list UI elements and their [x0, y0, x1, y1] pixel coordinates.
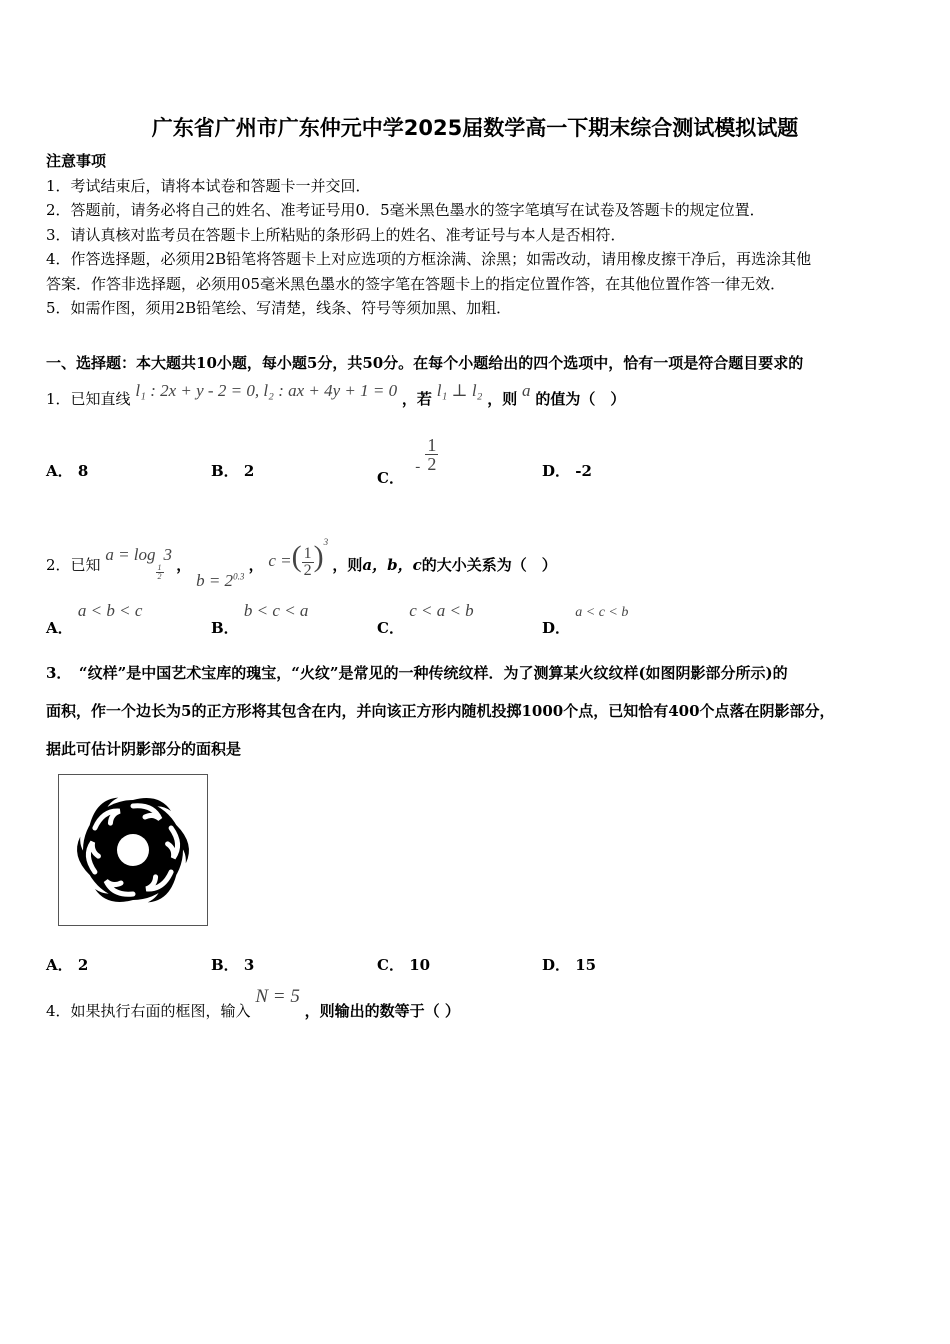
- section-heading: 一、选择题：本大题共10小题，每小题5分，共50分。在每个小题给出的四个选项中，恰有一项是符合题目要求的: [46, 354, 804, 372]
- option-value: 15: [575, 956, 597, 974]
- option-label: D．: [542, 956, 571, 974]
- option-value: 8: [77, 462, 89, 480]
- notice-section: [46, 149, 811, 321]
- notice-heading: 注意事项: [46, 152, 107, 170]
- option-value: 2: [243, 462, 255, 480]
- q1-mid: ，若: [401, 390, 432, 408]
- q1-var: a: [522, 381, 531, 400]
- q1-option-b[interactable]: [211, 460, 254, 481]
- c-frac: [302, 546, 314, 579]
- comma: ，: [176, 556, 192, 574]
- q3-option-c[interactable]: [377, 954, 430, 975]
- c-num: 1: [303, 544, 312, 562]
- denominator: 2: [427, 454, 437, 474]
- q3-line-2: 面积，作一个边长为5的正方形将其包含在内，并向该正方形内随机投掷1000个点，已知恰有400个点落在阴影部分，: [46, 702, 835, 720]
- fire-pattern-figure: [58, 774, 208, 926]
- option-label: B．: [211, 956, 239, 974]
- option-value: -: [415, 458, 421, 475]
- notice-item: 5．如需作图，须用2B铅笔绘、写清楚，线条、符号等须加黑、加粗．: [46, 299, 512, 317]
- option-value: a < b < c: [77, 601, 143, 620]
- q4-suffix: ，则输出的数等于（ ）: [304, 1002, 460, 1020]
- q2-option-c[interactable]: [377, 600, 474, 637]
- q2-a-expr: [105, 545, 176, 581]
- q4-expr: N = 5: [255, 986, 300, 1007]
- question-2: [46, 520, 557, 590]
- notice-item: 1．考试结束后，请将本试卷和答题卡一并交回．: [46, 176, 371, 195]
- q1-condition: l₁ ⊥ l₂: [436, 381, 483, 400]
- question-1: [46, 380, 626, 408]
- q2-mid: ，则: [332, 556, 363, 574]
- option-value: -2: [575, 462, 592, 480]
- q2-prefix: 2．已知: [46, 556, 101, 574]
- q2-option-b[interactable]: [211, 600, 309, 637]
- option-label: A．: [46, 462, 73, 480]
- paren-left: (: [291, 540, 302, 573]
- q2-option-d[interactable]: [542, 600, 629, 637]
- option-value: b < c < a: [243, 601, 309, 620]
- option-value: 10: [409, 956, 431, 974]
- a-log: a = log: [105, 545, 156, 564]
- q2-option-a[interactable]: [46, 600, 143, 637]
- notice-item: 答案．作答非选择题，必须用05毫米黑色墨水的签字笔在答题卡上的指定位置作答，在其他位置作答一律无效．: [46, 274, 786, 293]
- q1-option-c[interactable]: [377, 435, 438, 487]
- paren-right: ): [313, 540, 324, 573]
- q2-vars: a，b，c: [362, 556, 422, 574]
- c-exponent: 3: [323, 537, 329, 548]
- page-title: 广东省广州市广东仲元中学2025届数学高一下期末综合测试模拟试题: [151, 116, 799, 140]
- option-label: C．: [377, 468, 404, 487]
- q1-mid2: ，则: [487, 390, 518, 408]
- option-label: A．: [46, 956, 73, 974]
- q2-suffix: 的大小关系为（ ）: [421, 556, 557, 574]
- q3-line-1: 3． “纹样”是中国艺术宝库的瑰宝，“火纹”是常见的一种传统纹样．为了测算某火纹纹样(如图阴影部分所示)的: [46, 664, 788, 682]
- option-value: a < c < b: [575, 605, 629, 620]
- question-4: [46, 986, 460, 1020]
- q1-suffix: 的值为（ ）: [535, 390, 626, 408]
- c-eq: c =: [268, 551, 292, 570]
- notice-item: 2．答题前，请务必将自己的姓名、准考证号用0．5毫米黑色墨水的签字笔填写在试卷及答题卡的规定位置．: [46, 201, 765, 219]
- option-value: 3: [243, 956, 255, 974]
- q1-option-d[interactable]: [542, 460, 592, 481]
- q3-line-3: 据此可估计阴影部分的面积是: [46, 740, 242, 758]
- option-value: 2: [77, 956, 89, 974]
- q4-prefix: 4．如果执行右面的框图，输入: [46, 1002, 251, 1020]
- fraction: [425, 436, 438, 473]
- q1-option-a[interactable]: [46, 460, 88, 481]
- log-base: [156, 564, 164, 581]
- q1-lines-expr: l₁ : 2x + y - 2 = 0, l₂ : ax + 4y + 1 = 0: [135, 381, 398, 400]
- option-label: B．: [211, 462, 239, 480]
- q3-option-d[interactable]: [542, 954, 596, 975]
- option-label: C．: [377, 619, 404, 637]
- option-value: c < a < b: [409, 601, 474, 620]
- option-label: B．: [211, 619, 239, 637]
- option-label: D．: [542, 462, 571, 480]
- log-arg: 3: [163, 545, 173, 564]
- notice-item: 4．作答选择题，必须用2B铅笔将答题卡上对应选项的方框涂满、涂黑；如需改动，请用橡皮擦干净后，再选涂其他: [46, 250, 812, 268]
- c-den: 2: [303, 561, 312, 579]
- q2-b-expr: [196, 571, 248, 590]
- q3-option-b[interactable]: [211, 954, 254, 975]
- q2-c-expr: [268, 537, 332, 579]
- q3-option-a[interactable]: [46, 954, 88, 975]
- option-label: A．: [46, 619, 73, 637]
- comma: ，: [248, 556, 264, 574]
- numerator: 1: [427, 435, 437, 455]
- option-label: D．: [542, 619, 571, 637]
- b-base: b = 2: [196, 571, 234, 590]
- option-label: C．: [377, 956, 404, 974]
- b-exponent: 0.3: [233, 571, 245, 582]
- fire-pattern-svg: [59, 775, 207, 925]
- q1-prefix: 1．已知直线: [46, 390, 131, 408]
- base-den: 2: [157, 571, 162, 581]
- notice-item: 3．请认真核对监考员在答题卡上所粘贴的条形码上的姓名、准考证号与本人是否相符．: [46, 225, 626, 244]
- base-num: 1: [157, 562, 162, 572]
